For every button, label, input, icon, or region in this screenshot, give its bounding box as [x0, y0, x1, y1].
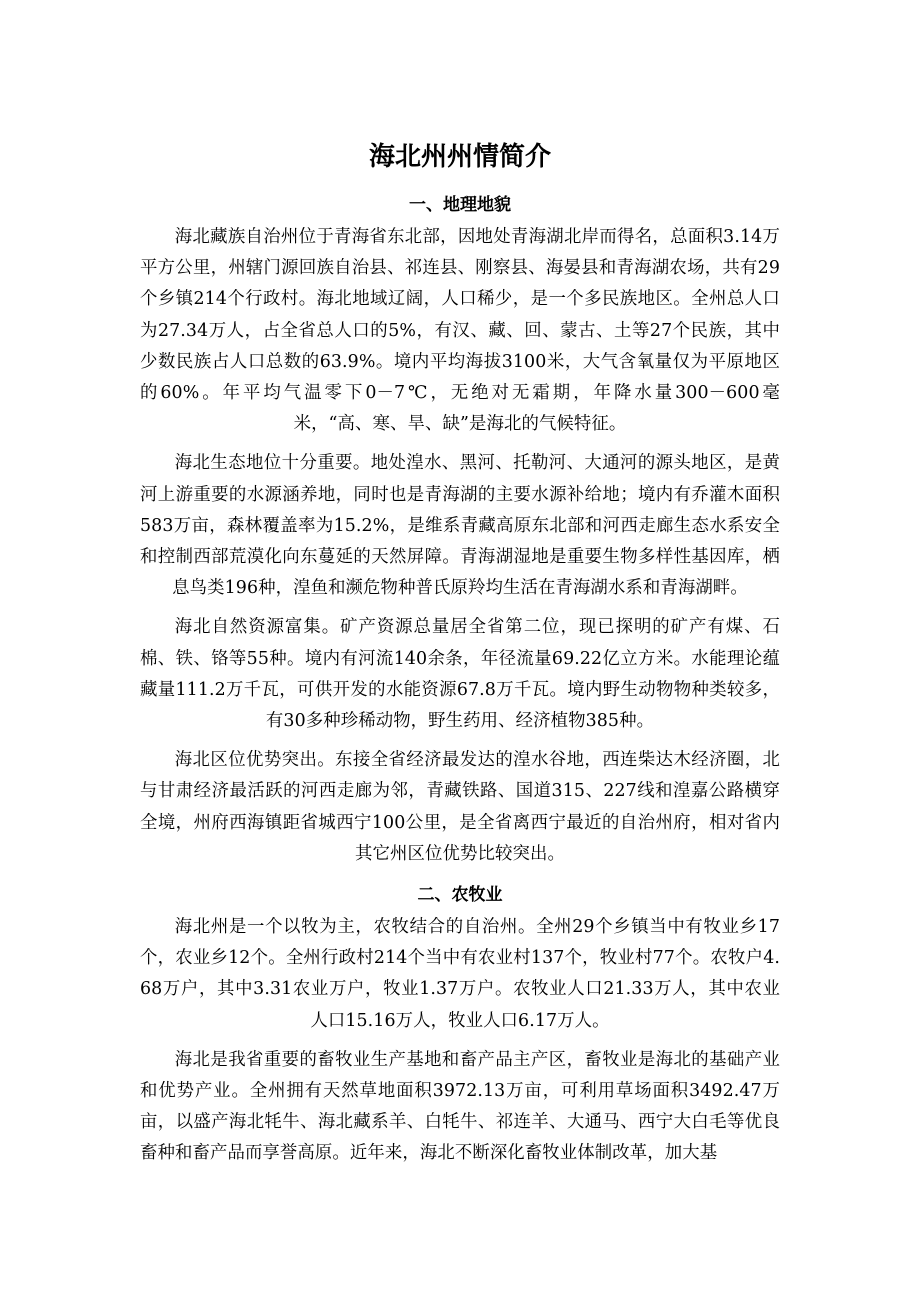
paragraph-location-advantage: 海北区位优势突出。东接全省经济最发达的湟水谷地，西连柴达木经济圈，北与甘肃经济最活跃的河西走廊为邻，青藏铁路、国道315、227线和湟嘉公路横穿全境，州府西海镇距省城西宁100公里，是全省离西宁最近的自治州府，相对省内其它州区位优势比较突出。 — [140, 750, 780, 864]
paragraph-agriculture-overview: 海北州是一个以牧为主，农牧结合的自治州。全州29个乡镇当中有牧业乡17个，农业乡12个。全州行政村214个当中有农业村137个，牧业村77个。农牧户4.68万户，其中3.31农业万户，牧业1.37万户。农牧业人口21.33万人，其中农业人口15.16万人，牧业人口6.17万人。 — [140, 917, 780, 1031]
paragraph-livestock-base: 海北是我省重要的畜牧业生产基地和畜产品主产区，畜牧业是海北的基础产业和优势产业。全州拥有天然草地面积3972.13万亩，可利用草场面积3492.47万亩，以盛产海北牦牛、海北藏系羊、白牦牛、祁连羊、大通马、西宁大白毛等优良畜种和畜产品而享誉高原。近年来，海北不断深化畜牧业体制改革，加大基 — [140, 1049, 780, 1164]
section-heading-agriculture: 二、农牧业 — [417, 885, 503, 906]
paragraph-natural-resources: 海北自然资源富集。矿产资源总量居全省第二位，现已探明的矿产有煤、石棉、铁、铬等55种。境内有河流140余条，年径流量69.22亿立方米。水能理论蕴藏量111.2万千瓦，可供开发的水能资源67.8万千瓦。境内野生动物物种类较多，有30多种珍稀动物，野生药用、经济植物385种。 — [140, 617, 780, 732]
paragraph-ecology: 海北生态地位十分重要。地处湟水、黑河、托勒河、大通河的源头地区，是黄河上游重要的水源涵养地，同时也是青海湖的主要水源补给地；境内有乔灌木面积583万亩，森林覆盖率为15.2%，是维系青藏高原东北部和河西走廊生态水系安全和控制西部荒漠化向东蔓延的天然屏障。青海湖湿地是重要生物多样性基因库，栖息鸟类196种，湟鱼和濒危物种普氏原羚均生活在青海湖水系和青海湖畔。 — [140, 453, 780, 599]
section-heading-geography: 一、地理地貌 — [409, 195, 511, 215]
document-page — [140, 134, 780, 1170]
paragraph-location-overview: 海北藏族自治州位于青海省东北部，因地处青海湖北岸而得名，总面积3.14万平方公里，州辖门源回族自治县、祁连县、刚察县、海晏县和青海湖农场，共有29个乡镇214个行政村。海北地域辽阔，人口稀少，是一个多民族地区。全州总人口为27.34万人，占全省总人口的5%，有汉、藏、回、蒙古、土等27个民族，其中少数民族占人口总数的63.9%。境内平均海拔3100米，大气含氧量仅为平原地区的60%。年平均气温零下0－7℃，无绝对无霜期，年降水量300－600毫米，“高、寒、旱、缺”是海北的气候特征。 — [140, 227, 780, 435]
document-title: 海北州州情简介 — [368, 142, 551, 172]
